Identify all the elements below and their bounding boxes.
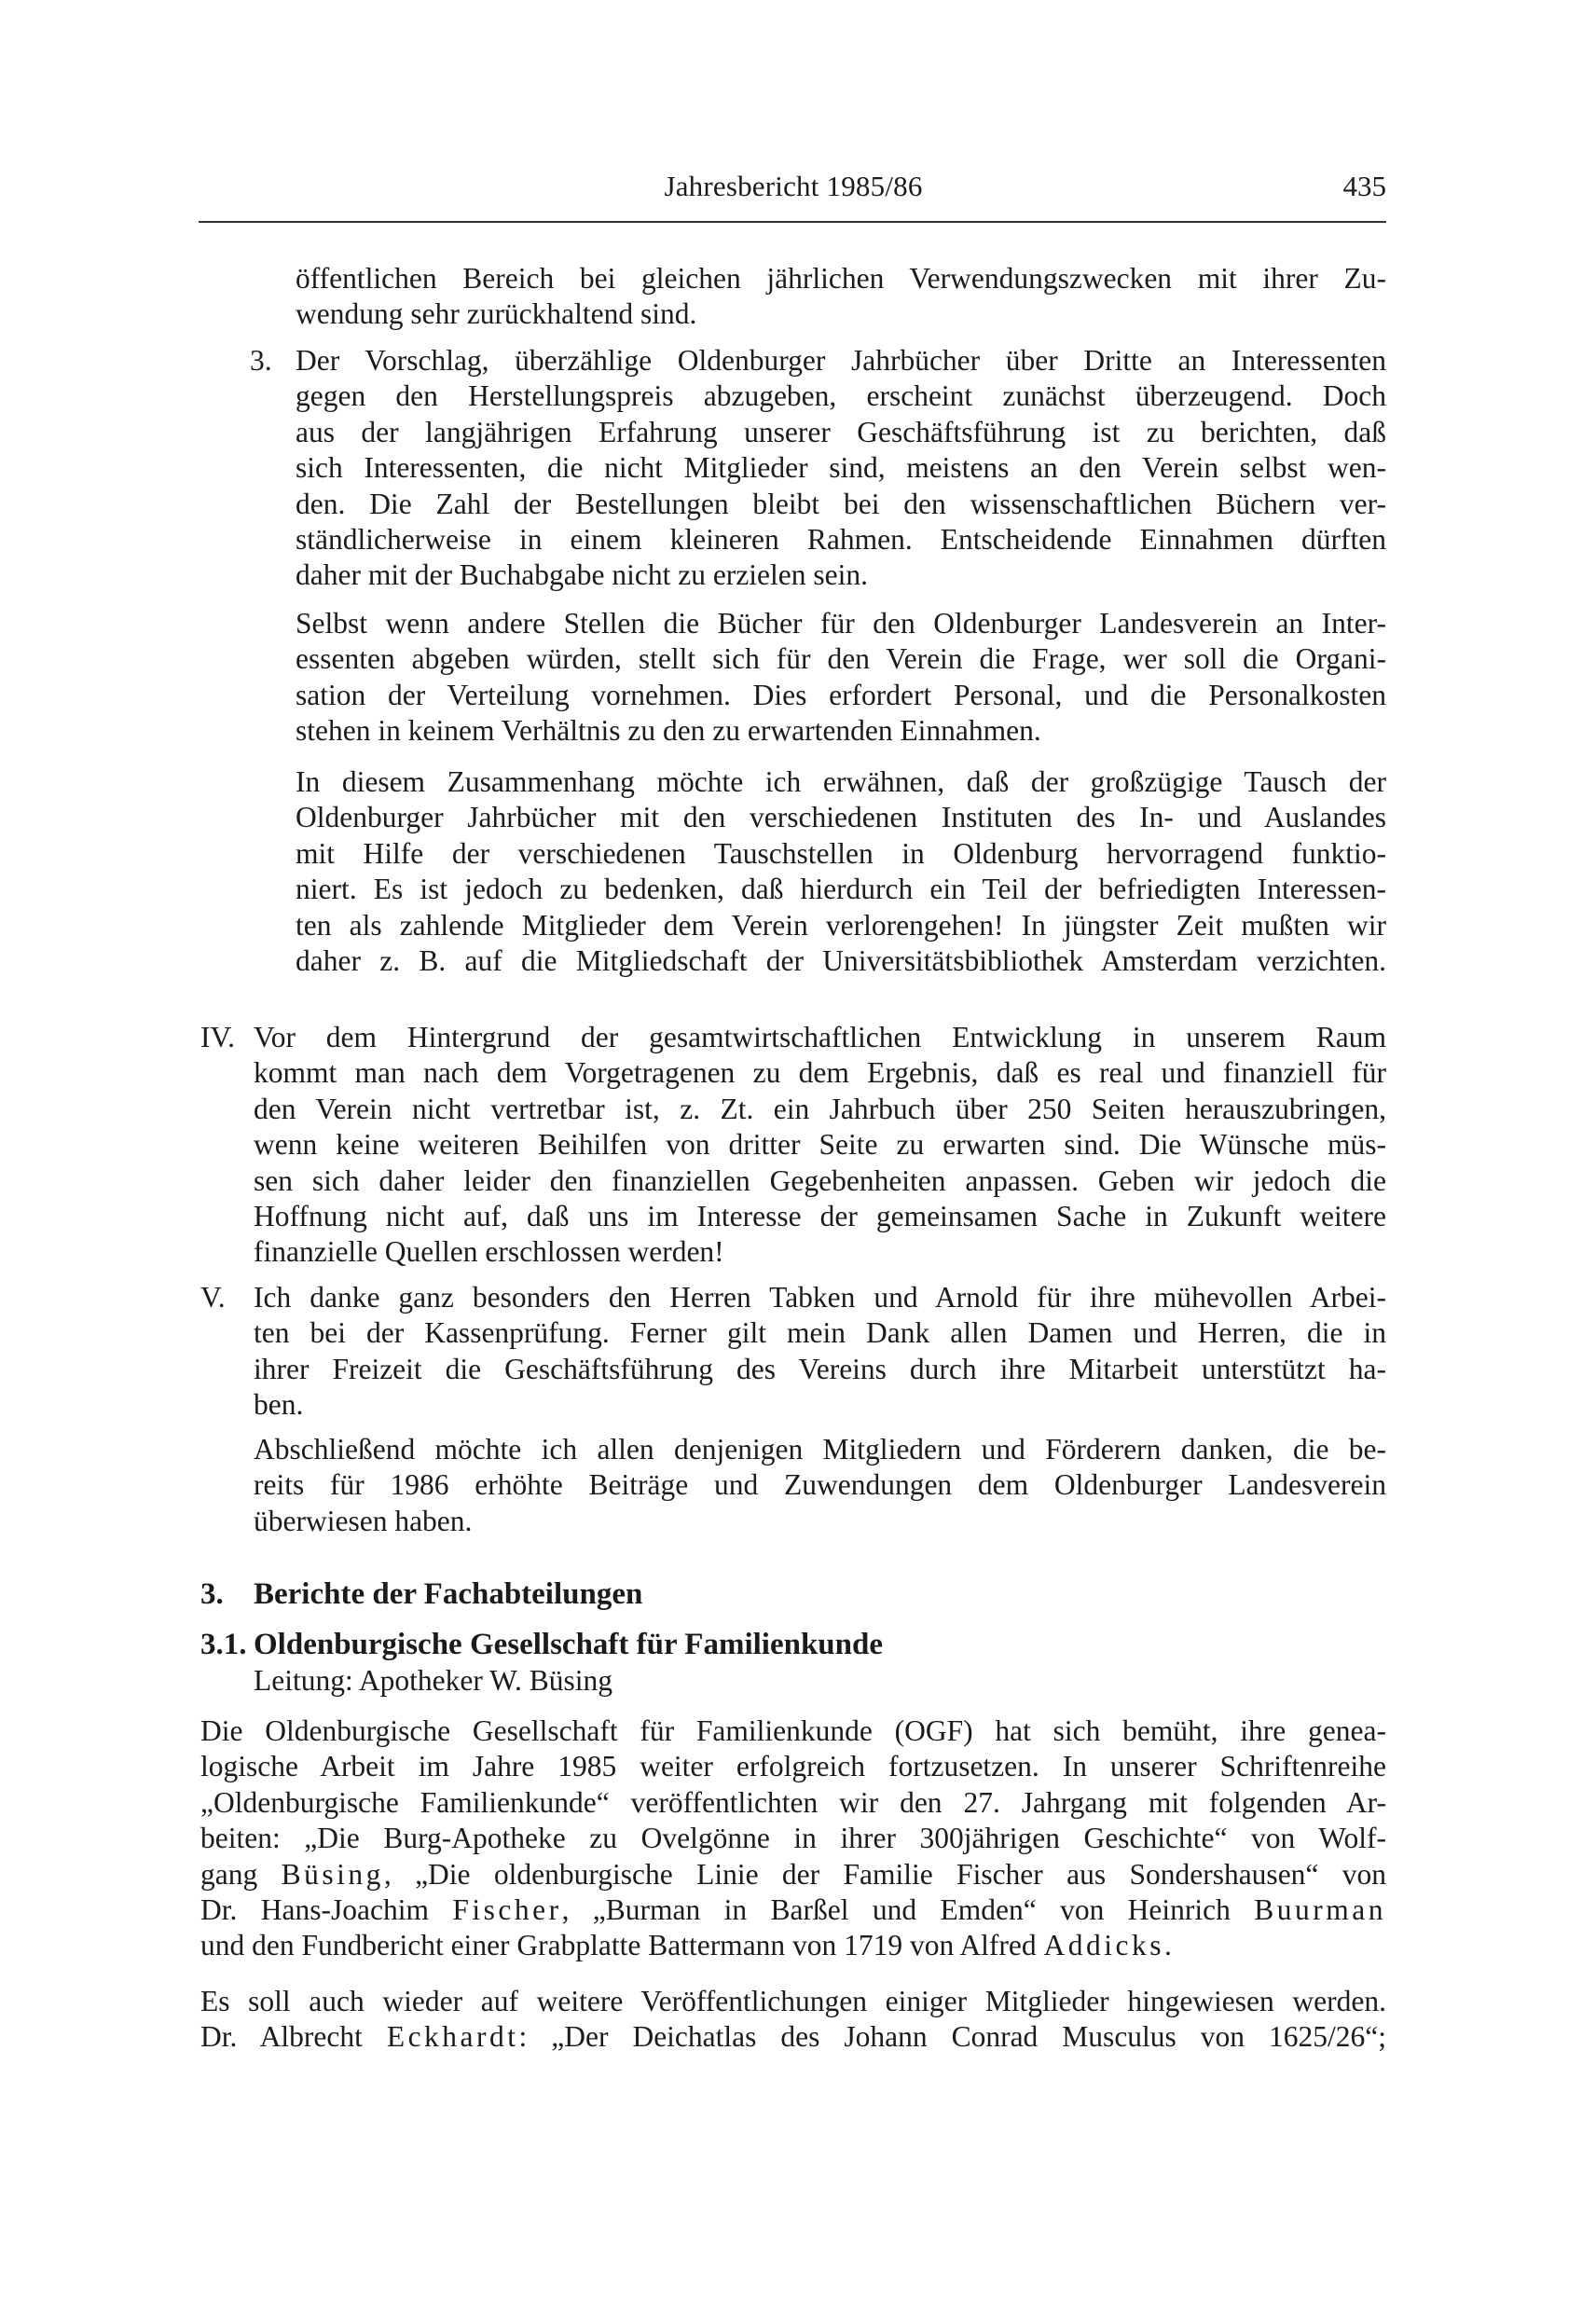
text-run: gang [200,1857,282,1891]
text-run: . [1164,1929,1172,1962]
text-line: essenten abgeben würden, stellt sich für den Verein die Frage, wer soll die Organi- [296,642,1386,676]
paragraph-section-v [254,1280,1386,1424]
text-line: In diesem Zusammenhang möchte ich erwähnen, daß der großzügige Tausch der [296,765,1386,798]
text-line: ständlicherweise in einem kleineren Rahmen. Entscheidende Einnahmen dürften [296,522,1386,556]
text-line: sen sich daher leider den finanziellen Gegebenheiten anpassen. Geben wir jedoch die [254,1163,1386,1197]
text-line: Hoffnung nicht auf, daß uns im Interesse der gemeinsamen Sache in Zukunft weitere [254,1199,1386,1232]
text-line: beiten: „Die Burg-Apotheke zu Ovelgönne in ihrer 300jährigen Geschichte“ von Wolf- [200,1822,1386,1855]
text-line: Der Vorschlag, überzählige Oldenburger Jahrbücher über Dritte an Interessenten [296,344,1386,377]
author-name: Büsing [281,1857,384,1891]
text-run: : „Der Deichatlas des Johann Conrad Musculus von 1625/26“; [518,2020,1387,2054]
text-line: Vor dem Hintergrund der gesamtwirtschaftlichen Entwicklung in unserem Raum [254,1021,1386,1053]
text-line: daher mit der Buchabgabe nicht zu erzielen sein. [296,558,868,592]
section-number: IV. [200,1021,236,1053]
text-line: Ich danke ganz besonders den Herren Tabken und Arnold für ihre mühevollen Arbei- [254,1281,1386,1314]
text-line: ihrer Freizeit die Geschäftsführung des Vereins durch ihre Mitarbeit unterstützt ha- [254,1352,1386,1385]
text-line: aus der langjährigen Erfahrung unserer Geschäftsführung ist zu berichten, daß [296,415,1386,448]
item-number: 3. [250,344,272,377]
paragraph-tausch [296,764,1386,979]
text-line: „Oldenburgische Familienkunde“ veröffentlichten wir den 27. Jahrgang mit folgenden Ar- [200,1785,1386,1819]
section-number: V. [200,1281,226,1314]
author-name: Eckhardt [386,2020,519,2054]
text-line: stehen in keinem Verhältnis zu den zu erwartenden Einnahmen. [296,714,1041,748]
text-line: wenn keine weiteren Beihilfen von dritter Seite zu erwarten sind. Die Wünsche müs- [254,1128,1386,1162]
text-line: wendung sehr zurückhaltend sind. [296,297,697,331]
section-heading: Berichte der Fachabteilungen [254,1577,643,1611]
paragraph-ogf [200,1713,1386,1964]
text-line: reits für 1986 erhöhte Beiträge und Zuwendungen dem Oldenburger Landesverein [254,1468,1386,1502]
paragraph-intro [296,261,1386,333]
page-number: 435 [1342,170,1386,202]
text-line: Oldenburger Jahrbücher mit den verschiedenen Instituten des In- und Auslandes [296,801,1386,834]
text-run: , „Die oldenburgische Linie der Familie Fischer aus Sondershausen“ von [383,1857,1386,1891]
text-run: Dr. Albrecht [200,2020,387,2054]
running-header [200,166,1386,214]
text-line: überwiesen haben. [254,1504,473,1537]
subsection-heading: Oldenburgische Gesellschaft für Familienkunde [254,1628,884,1661]
text-line: Die Oldenburgische Gesellschaft für Familienkunde (OGF) hat sich bemüht, ihre genea- [200,1714,1386,1747]
text-line: den Verein nicht vertretbar ist, z. Zt. ein Jahrbuch über 250 Seiten herauszubringen, [254,1092,1386,1125]
paragraph-item-3 [296,343,1386,594]
paragraph-es-soll [200,1984,1386,2056]
author-name: Addicks [1043,1929,1165,1962]
paragraph-abschliessend [254,1432,1386,1539]
paragraph-selbst [296,606,1386,750]
text-line: mit Hilfe der verschiedenen Tauschstellen in Oldenburg hervorragend funktio- [296,836,1386,870]
text-line [200,2019,1386,2055]
text-line: sich Interessenten, die nicht Mitglieder sind, meistens an den Verein selbst wen- [296,451,1386,485]
text-line: den. Die Zahl der Bestellungen bleibt bei den wissenschaftlichen Büchern ver- [296,487,1386,520]
author-name: Buurman [1254,1892,1386,1926]
text-line: daher z. B. auf die Mitgliedschaft der Universitätsbibliothek Amsterdam verzichten. [296,943,1386,977]
text-line [200,1857,1386,1892]
text-run: , „Burman in Barßel und Emden“ von Heinrich [561,1892,1255,1926]
text-line: kommt man nach dem Vorgetragenen zu dem Ergebnis, daß es real und finanziell für [254,1056,1386,1090]
section-heading-number: 3. [200,1577,224,1611]
running-title: Jahresbericht 1985/86 [664,170,923,202]
text-line: gegen den Herstellungspreis abzugeben, erscheint zunächst überzeugend. Doch [296,379,1386,413]
text-line [200,1892,1386,1928]
subsection-leitung: Leitung: Apotheker W. Büsing [254,1664,612,1697]
text-line: Abschließend möchte ich allen denjenigen Mitgliedern und Förderern danken, die be- [254,1433,1386,1466]
text-line: Es soll auch wieder auf weitere Veröffentlichungen einiger Mitglieder hingewiesen werden. [200,1985,1386,2017]
text-run: Dr. Hans-Joachim [200,1892,453,1926]
subsection-heading-number: 3.1. [200,1628,247,1661]
text-line: ten als zahlende Mitglieder dem Verein verlorengehen! In jüngster Zeit mußten wir [296,908,1386,942]
text-line: ben. [254,1388,304,1422]
text-line: öffentlichen Bereich bei gleichen jährlichen Verwendungszwecken mit ihrer Zu- [296,262,1386,295]
text-run: und den Fundbericht einer Grabplatte Battermann von 1719 von Alfred [200,1929,1044,1962]
text-line: niert. Es ist jedoch zu bedenken, daß hierdurch ein Teil der befriedigten Interessen- [296,873,1386,906]
text-line [200,1928,1386,1963]
text-line: finanzielle Quellen erschlossen werden! [254,1235,724,1269]
header-rule [199,221,1386,223]
author-name: Fischer [452,1892,562,1926]
text-line: ten bei der Kassenprüfung. Ferner gilt mein Dank allen Damen und Herren, die in [254,1316,1386,1350]
paragraph-section-iv [254,1020,1386,1271]
text-line: Selbst wenn andere Stellen die Bücher für den Oldenburger Landesverein an Inter- [296,607,1386,640]
text-line: sation der Verteilung vornehmen. Dies erfordert Personal, und die Personalkosten [296,678,1386,711]
text-line: logische Arbeit im Jahre 1985 weiter erfolgreich fortzusetzen. In unserer Schriftenreihe [200,1750,1386,1783]
